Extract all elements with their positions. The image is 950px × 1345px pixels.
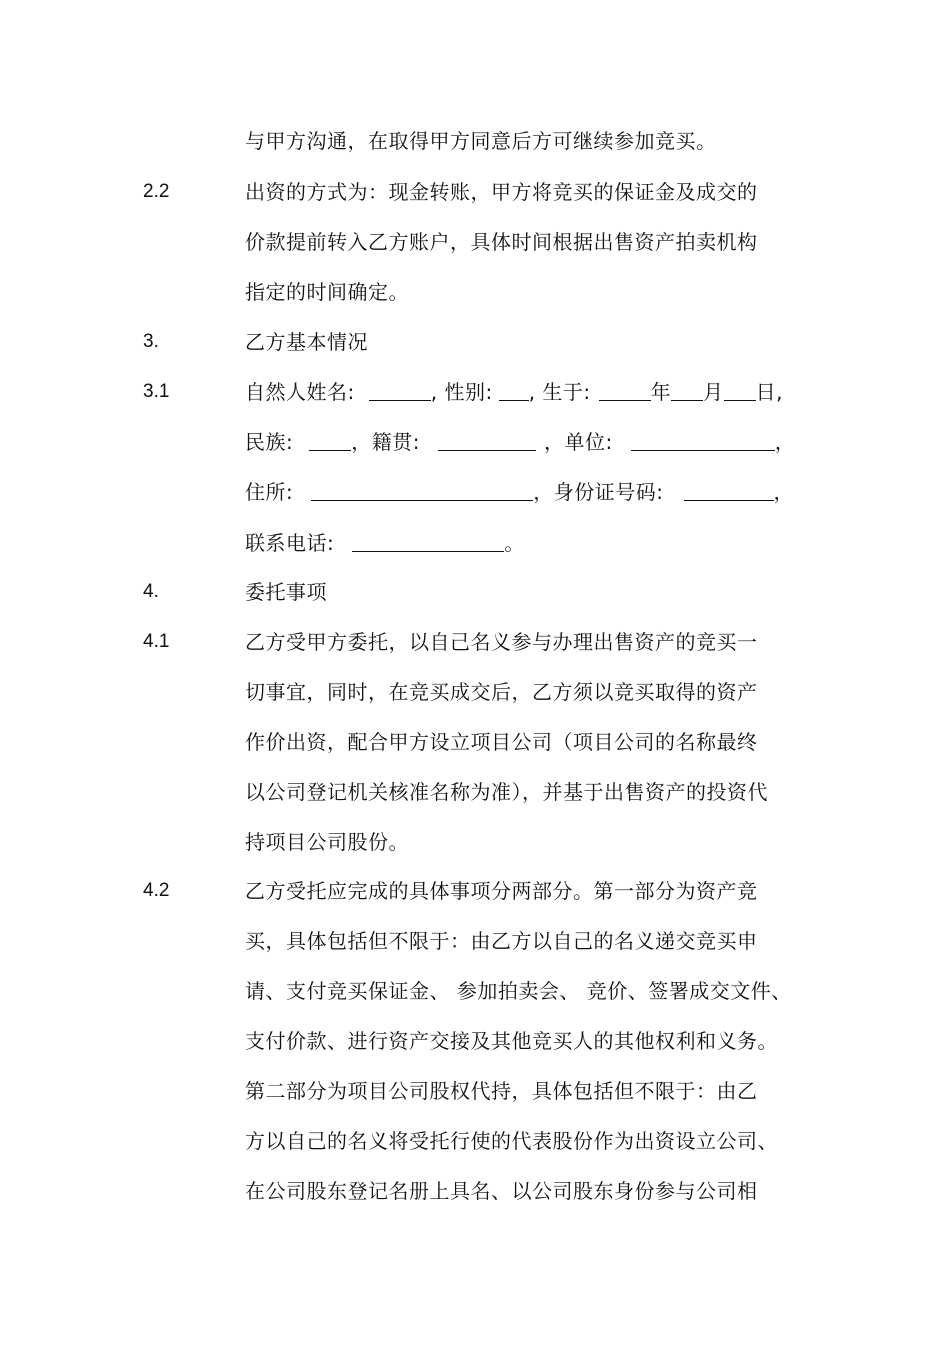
paragraph-line: 以公司登记机关核准名称为准），并基于出售资产的投资代 xyxy=(245,780,768,804)
phone-label: 联系电话: xyxy=(245,531,335,555)
paragraph-line: 请、支付竞买保证金、 参加拍卖会、 竞价、签署成交文件、 xyxy=(245,979,792,1003)
paragraph-line: 出资的方式为：现金转账，甲方将竞买的保证金及成交的 xyxy=(245,180,758,204)
paragraph-line: 价款提前转入乙方账户，具体时间根据出售资产拍卖机构 xyxy=(245,230,758,254)
paragraph-line: 支付价款、进行资产交接及其他竞买人的其他权利和义务。 xyxy=(245,1029,778,1053)
comma: ， xyxy=(774,430,796,454)
origin-blank xyxy=(438,430,536,451)
ethnic-label: 民族: xyxy=(245,430,294,454)
id-label: ，身份证号码: xyxy=(533,480,664,504)
phone-blank xyxy=(352,531,504,552)
section-number-4-1: 4.1 xyxy=(143,631,170,652)
section-heading: 委托事项 xyxy=(245,580,327,604)
section-heading: 乙方基本情况 xyxy=(245,330,368,354)
address-label: 住所: xyxy=(245,480,294,504)
section-number-3: 3. xyxy=(143,331,159,352)
paragraph-line: 与甲方沟通，在取得甲方同意后方可继续参加竞买。 xyxy=(245,129,717,153)
paragraph-line: 方以自己的名义将受托行使的代表股份作为出资设立公司、 xyxy=(245,1129,778,1153)
section-number-3-1: 3.1 xyxy=(143,381,170,402)
employer-label: ，单位: xyxy=(544,430,613,454)
year-blank xyxy=(599,380,651,401)
paragraph-line: 第二部分为项目公司股权代持，具体包括但不限于：由乙 xyxy=(245,1079,758,1103)
day-blank xyxy=(724,380,756,401)
year-label: 年 xyxy=(650,380,672,404)
paragraph-line: 指定的时间确定。 xyxy=(245,280,409,304)
comma: ， xyxy=(773,480,794,504)
ethnic-blank xyxy=(309,430,351,451)
birth-label: , 生于: xyxy=(528,380,591,404)
paragraph-line: 在公司股东登记名册上具名、以公司股东身份参与公司相 xyxy=(245,1179,758,1203)
id-blank xyxy=(684,480,774,501)
name-label: 自然人姓名: xyxy=(245,380,355,404)
paragraph-line: 作价出资，配合甲方设立项目公司（项目公司的名称最终 xyxy=(245,730,758,754)
section-number-2-2: 2.2 xyxy=(143,181,170,202)
section-number-4: 4. xyxy=(143,581,159,602)
form-line-address xyxy=(245,478,794,506)
paragraph-line: 乙方受甲方委托，以自己名义参与办理出售资产的竞买一 xyxy=(245,630,758,654)
paragraph-line: 持项目公司股份。 xyxy=(245,830,409,854)
period: 。 xyxy=(504,531,525,555)
employer-blank xyxy=(631,430,775,451)
name-blank xyxy=(369,380,431,401)
origin-label: ，籍贯: xyxy=(351,430,420,454)
paragraph-line: 买，具体包括但不限于：由乙方以自己的名义递交竞买申 xyxy=(245,929,758,953)
form-line-personal xyxy=(245,378,783,406)
month-label: 月 xyxy=(703,380,724,404)
month-blank xyxy=(671,380,703,401)
paragraph-line: 乙方受托应完成的具体事项分两部分。第一部分为资产竞 xyxy=(245,879,758,903)
form-line-phone xyxy=(245,529,525,557)
paragraph-line: 切事宜，同时，在竞买成交后，乙方须以竞买取得的资产 xyxy=(245,680,758,704)
gender-blank xyxy=(499,380,529,401)
gender-label: , 性别: xyxy=(430,380,493,404)
form-line-ethnic xyxy=(245,428,795,456)
address-blank xyxy=(311,480,533,501)
day-label: 日, xyxy=(755,380,784,404)
section-number-4-2: 4.2 xyxy=(143,880,170,901)
